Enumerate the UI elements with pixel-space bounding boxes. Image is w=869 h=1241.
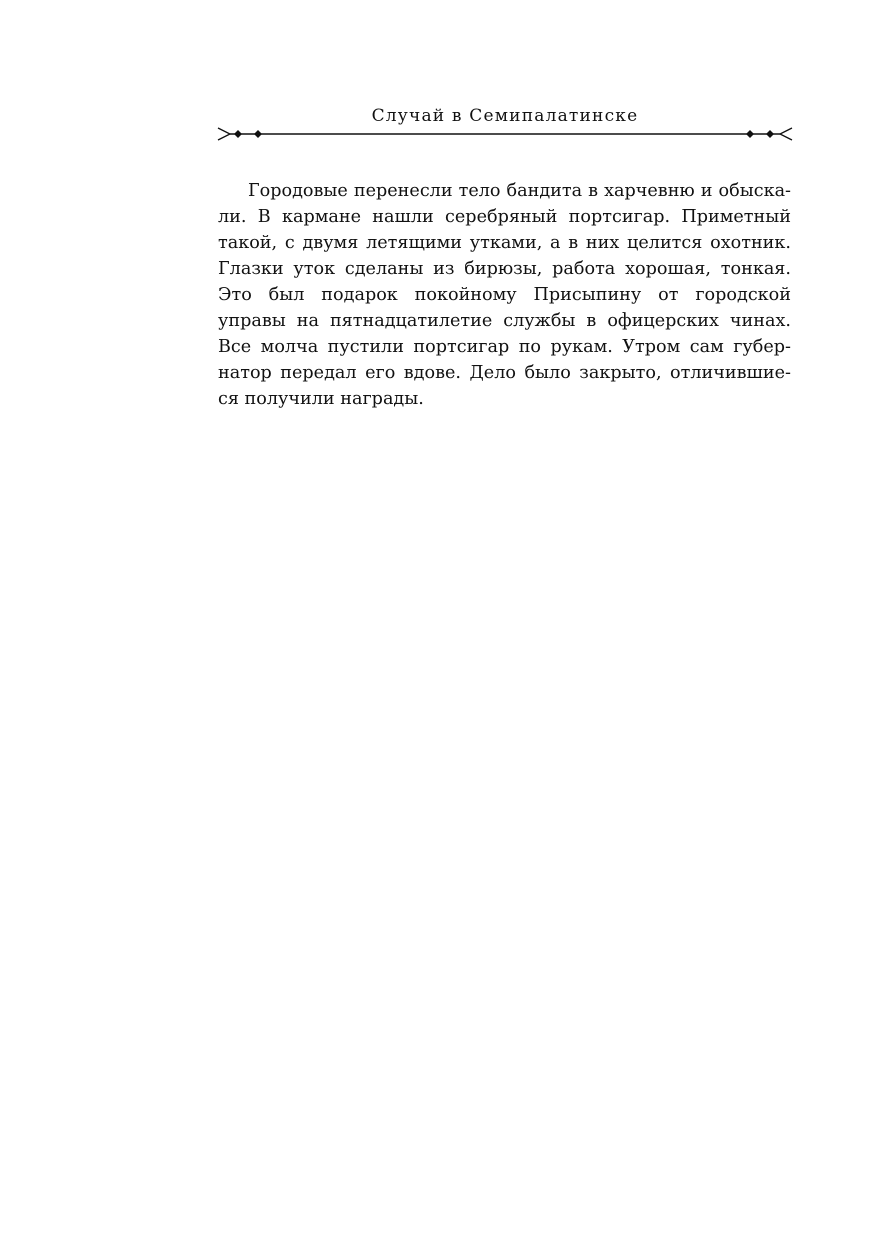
header-ornament-rule	[216, 124, 794, 144]
paragraph-line: Это был подарок покойному Присыпину от городской	[218, 285, 791, 305]
left-arrowhead-icon	[218, 128, 230, 140]
paragraph-line: управы на пятнадцатилетие службы в офицерских чинах.	[218, 311, 791, 331]
paragraph-line: натор передал его вдове. Дело было закрыто, отличившие-	[218, 363, 791, 383]
paragraph	[218, 178, 791, 412]
paragraph-line: Глазки уток сделаны из бирюзы, работа хорошая, тонкая.	[218, 259, 791, 279]
right-arrowhead-icon	[780, 128, 792, 140]
paragraph-line: ся получили награды.	[218, 389, 424, 409]
paragraph-line: такой, с двумя летящими утками, а в них целится охотник.	[218, 233, 791, 253]
running-head-title: Случай в Семипалатинске	[371, 106, 639, 126]
paragraph-line: ли. В кармане нашли серебряный портсигар. Приметный	[218, 207, 791, 227]
paragraph-line: Все молча пустили портсигар по рукам. Утром сам губер-	[218, 337, 791, 357]
paragraph-line: Городовые перенесли тело бандита в харчевню и обыска-	[248, 181, 791, 201]
